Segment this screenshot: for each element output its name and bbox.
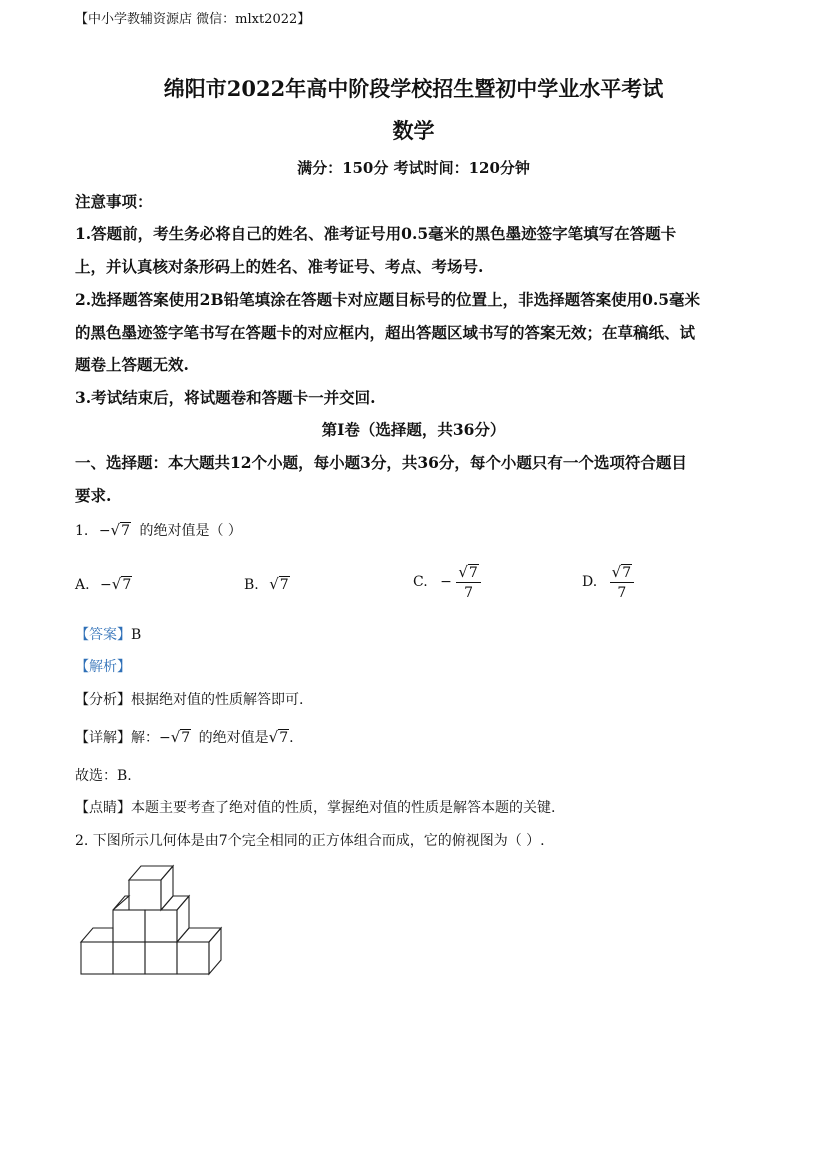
option-d-numerator: 7	[622, 565, 632, 581]
detail-sqrt-1: √7	[170, 728, 191, 746]
q1-fenxi: 【分析】根据绝对值的性质解答即可.	[75, 692, 304, 708]
q1-answer	[75, 624, 141, 644]
option-c-fraction: $\frac{√7}{7}$	[456, 563, 480, 601]
q1-comment: 【点睛】本题主要考查了绝对值的性质，掌握绝对值的性质是解答本题的关键.	[75, 800, 556, 816]
option-c-denominator: 7	[464, 585, 474, 601]
notice-2a: 2.选择题答案使用2B铅笔填涂在答题卡对应题目标号的位置上，非选择题答案使用0.5毫米	[75, 290, 701, 309]
option-a-sqrt: √7	[111, 575, 132, 593]
q1-choose: 故选：B.	[75, 768, 132, 784]
detail-radicand-2: 7	[279, 730, 289, 746]
option-b-sqrt: √7	[269, 575, 289, 593]
detail-end: .	[289, 730, 294, 746]
detail-radicand-1: 7	[181, 730, 191, 746]
option-a-label: A.	[75, 577, 90, 593]
q1-minus: −	[98, 523, 111, 539]
notice-2b: 的黑色墨迹签字笔书写在答题卡的对应框内，超出答题区域书写的答案无效；在草稿纸、试	[75, 323, 696, 342]
option-b-radicand: 7	[279, 577, 289, 593]
option-d-fraction: $\frac{√7}{7}$	[610, 563, 634, 601]
notice-3: 3.考试结束后，将试题卷和答题卡一并交回.	[75, 388, 376, 407]
exam-info: 满分：150分 考试时间：120分钟	[297, 159, 530, 177]
analysis-tag: 【解析】	[75, 659, 131, 675]
option-c-label: C.	[413, 574, 428, 590]
q2-stem: 2. 下图所示几何体是由7个完全相同的正方体组合而成，它的俯视图为（ ）.	[75, 833, 545, 849]
option-c-numerator: 7	[468, 565, 478, 581]
option-a-radicand: 7	[122, 577, 132, 593]
notice-2c: 题卷上答题无效.	[75, 355, 189, 374]
notice-1b: 上，并认真核对条形码上的姓名、准考证号、考点、考场号.	[75, 257, 484, 276]
option-d-label: D.	[582, 574, 598, 590]
option-a-minus: −	[100, 577, 112, 593]
subject-title: 数学	[392, 118, 435, 143]
q1-stem-tail: 的绝对值是（ ）	[139, 523, 242, 539]
q1-option-c	[413, 563, 481, 601]
q1-option-b	[244, 575, 290, 593]
section-1a: 一、选择题：本大题共12个小题，每小题3分，共36分，每个小题只有一个选项符合题目	[75, 453, 687, 472]
notice-heading: 注意事项：	[75, 192, 153, 211]
q1-option-a	[75, 575, 132, 593]
detail-mid: 的绝对值是	[198, 730, 269, 746]
part-title: 第Ⅰ卷（选择题，共36分）	[321, 420, 506, 439]
detail-sqrt-2: √7	[268, 728, 289, 746]
option-c-minus: −	[440, 574, 452, 590]
option-d-denominator: 7	[617, 585, 627, 601]
notice-1a: 1.答题前，考生务必将自己的姓名、准考证号用0.5毫米的黑色墨迹签字笔填写在答题卡	[75, 224, 677, 243]
answer-tag: 【答案】	[75, 627, 131, 643]
q1-stem	[75, 520, 242, 540]
answer-value: B	[131, 627, 142, 643]
section-1b: 要求.	[75, 486, 112, 505]
q1-option-d	[582, 563, 634, 601]
q1-sqrt: √7	[110, 521, 131, 539]
option-b-label: B.	[244, 577, 259, 593]
detail-prefix: 【详解】解：	[75, 730, 159, 746]
q1-detail	[75, 727, 294, 747]
page-title: 绵阳市2022年高中阶段学校招生暨初中学业水平考试	[163, 76, 664, 101]
q1-radicand: 7	[121, 523, 131, 539]
header-note: 【中小学教辅资源店 微信：mlxt2022】	[75, 12, 311, 27]
detail-minus: −	[159, 730, 171, 746]
cube-figure	[70, 858, 230, 980]
q1-number: 1.	[75, 523, 89, 539]
